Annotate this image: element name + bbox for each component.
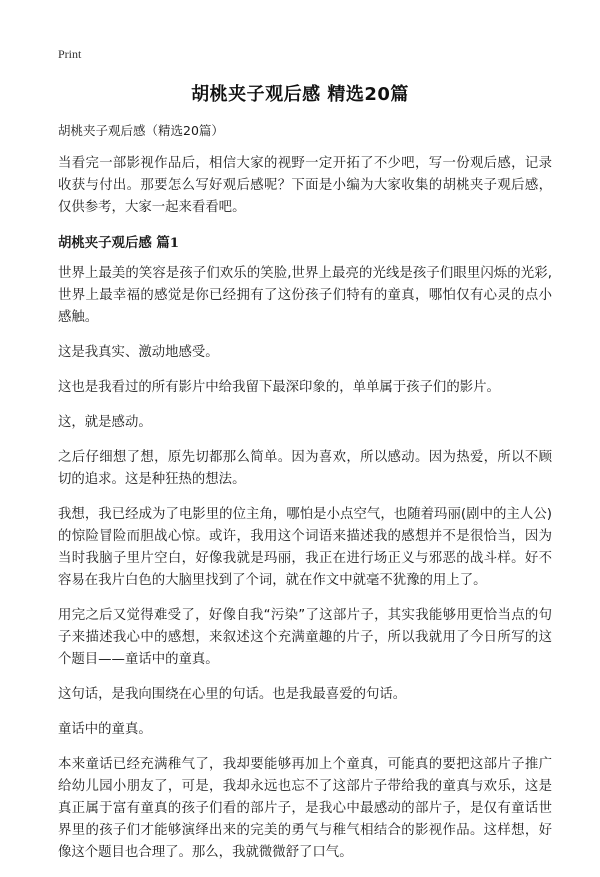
print-label: Print [58, 47, 82, 61]
intro-paragraph: 当看完一部影视作品后，相信大家的视野一定开拓了不少吧，写一份观后感，记录收获与付出。那要怎么写好观后感呢？下面是小编为大家收集的胡桃夹子观后感，仅供参考，大家一起来看看吧。 [58, 156, 552, 215]
paragraph: 之后仔细想了想，原先切都那么简单。因为喜欢，所以感动。因为热爱，所以不顾切的追求。这是种狂热的想法。 [58, 450, 552, 487]
paragraph: 世界上最美的笑容是孩子们欢乐的笑脸,世界上最亮的光线是孩子们眼里闪烁的光彩,世界上最幸福的感觉是你已经拥有了这份孩子们特有的童真，哪怕仅有心灵的点小感触。 [58, 266, 552, 325]
section-heading: 胡桃夹子观后感 篇1 [58, 235, 180, 251]
article-body [58, 120, 552, 877]
paragraph: 这也是我看过的所有影片中给我留下最深印象的，单单属于孩子们的影片。 [58, 380, 500, 395]
paragraph: 我想，我已经成为了电影里的位主角，哪怕是小点空气，也随着玛丽(剧中的主人公)的惊险冒险而胆战心惊。或许，我用这个词语来描述我的感想并不是很恰当，因为当时我脑子里片空白，好像我就是玛丽，我正在进行场正义与邪恶的战斗样。好不容易在我片白色的大脑里找到了个词，就在作文中就毫不犹豫的用上了。 [58, 507, 552, 588]
paragraph: 本来童话已经充满稚气了，我却要能够再加上个童真，可能真的要把这部片子推广给幼儿园小朋友了，可是，我却永远也忘不了这部片子带给我的童真与欢乐，这是真正属于富有童真的孩子们看的部片子，是我心中最感动的部片子，是仅有童话世界里的孩子们才能够演绎出来的完美的勇气与稚气相结合的影视作品。这样想，好像这个题目也合理了。那么，我就微微舒了口气。 [58, 757, 552, 860]
paragraph: 童话中的童真。 [58, 722, 152, 737]
paragraph: 用完之后又觉得难受了，好像自我“污染”了这部片子，其实我能够用更恰当点的句子来描述我心中的感想，来叙述这个充满童趣的片子，所以我就用了今日所写的这个题目——童话中的童真。 [58, 608, 552, 667]
paragraph: 这，就是感动。 [58, 415, 152, 430]
page-title: 胡桃夹子观后感 精选20篇 [191, 84, 409, 105]
article-subtitle: 胡桃夹子观后感（精选20篇） [58, 123, 224, 138]
paragraph: 这句话，是我向围绕在心里的句话。也是我最喜爱的句话。 [58, 687, 407, 702]
paragraph: 这是我真实、激动地感受。 [58, 345, 219, 360]
